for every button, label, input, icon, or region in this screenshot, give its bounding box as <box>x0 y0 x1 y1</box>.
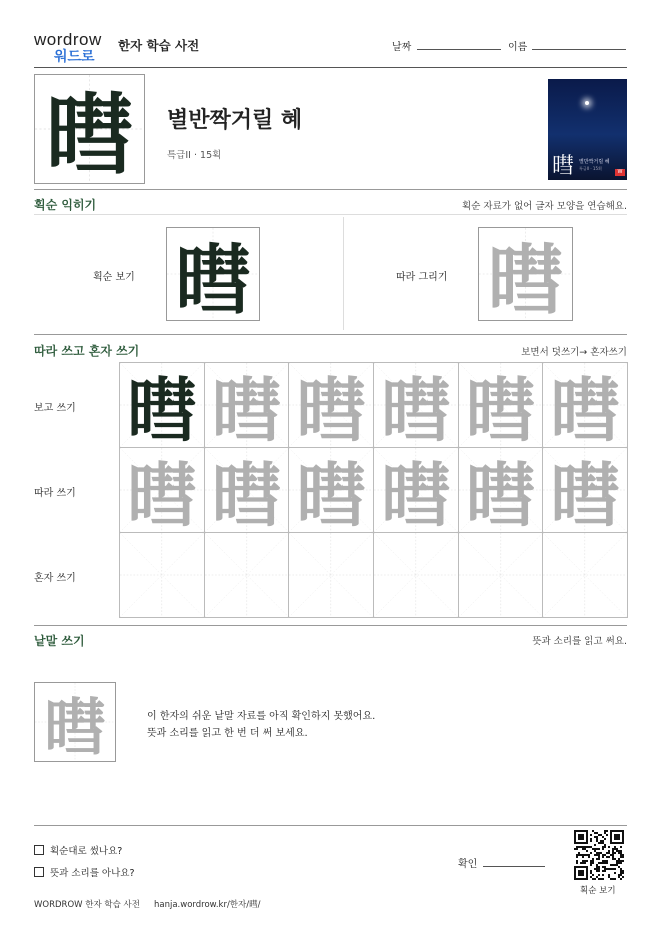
footer-url[interactable]: hanja.wordrow.kr/한자/暳/ <box>154 900 261 910</box>
practice-cell[interactable] <box>204 447 290 533</box>
practice-cell[interactable] <box>458 447 544 533</box>
thumb-sub: 특급II · 15획 <box>579 166 602 171</box>
practice-grid <box>119 362 627 617</box>
practice-section-title: 따라 쓰고 혼자 쓰기 <box>34 344 140 358</box>
trace-character: 暳 <box>296 453 367 533</box>
name-field[interactable] <box>532 49 626 50</box>
trace-character: 暳 <box>465 368 536 448</box>
confirm-label: 확인 <box>458 859 478 870</box>
practice-cell[interactable] <box>119 447 205 533</box>
stroke-view-box[interactable] <box>166 227 260 321</box>
qr-code-icon[interactable] <box>574 830 624 880</box>
practice-cell[interactable] <box>119 362 205 448</box>
logo-wordrow: wordrow <box>34 30 102 49</box>
trace-character: 暳 <box>380 368 451 448</box>
stroke-view-label: 획순 보기 <box>93 272 135 283</box>
stroke-view-character: 暳 <box>175 235 251 321</box>
stroke-trace-character: 暳 <box>487 235 564 321</box>
header-divider <box>34 67 627 68</box>
hero-thumbnail <box>548 79 627 180</box>
practice-cell[interactable] <box>373 447 459 533</box>
confirm-field[interactable] <box>483 866 545 867</box>
practice-cell[interactable] <box>288 532 374 618</box>
hero-meta: 특급II · 15획 <box>167 150 222 161</box>
qr-caption: 획순 보기 <box>580 886 616 896</box>
practice-cell[interactable] <box>542 532 628 618</box>
practice-cell[interactable] <box>542 447 628 533</box>
practice-cell[interactable] <box>288 447 374 533</box>
trace-character: 暳 <box>380 453 451 533</box>
logo <box>34 30 114 64</box>
checkbox[interactable] <box>34 867 44 877</box>
star-icon <box>585 101 589 105</box>
footer-divider <box>34 825 627 826</box>
stroke-section-title: 획순 익히기 <box>34 198 97 212</box>
stroke-section-divider <box>34 334 627 335</box>
date-field[interactable] <box>417 49 501 50</box>
practice-section-note: 보면서 덧쓰기→ 혼자쓰기 <box>521 347 627 358</box>
trace-character: 暳 <box>211 453 282 533</box>
header-title: 한자 학습 사전 <box>118 38 200 53</box>
date-label: 날짜 <box>392 42 412 53</box>
hero-character-box <box>34 74 145 184</box>
practice-row-label: 보고 쓰기 <box>34 403 76 414</box>
word-section-title: 낱말 쓰기 <box>34 634 85 648</box>
check-item-2[interactable] <box>34 865 135 879</box>
check-label: 획순대로 썼나요? <box>50 846 123 857</box>
practice-cell[interactable] <box>204 362 290 448</box>
word-character-box[interactable] <box>34 682 116 762</box>
stroke-split-divider <box>343 217 344 330</box>
trace-character: 暳 <box>550 453 621 533</box>
practice-cell[interactable] <box>119 532 205 618</box>
hero-strokes: 15획 <box>200 150 222 161</box>
footer-brand: WORDROW 한자 학습 사전 <box>34 900 140 910</box>
trace-character: 暳 <box>211 368 282 448</box>
check-label: 뜻과 소리를 아나요? <box>50 868 135 879</box>
trace-character: 暳 <box>465 453 536 533</box>
practice-cell[interactable] <box>458 532 544 618</box>
stroke-trace-box[interactable] <box>478 227 573 321</box>
hero-level: 특급II <box>167 150 191 161</box>
trace-character: 暳 <box>296 368 367 448</box>
word-section-note: 뜻과 소리를 읽고 써요. <box>532 636 627 647</box>
thumb-badge: W <box>615 169 625 176</box>
hero-character: 暳 <box>45 83 134 184</box>
practice-cell[interactable] <box>373 362 459 448</box>
thumb-meaning: 별반짝거릴 혜 <box>579 159 610 165</box>
trace-character: 暳 <box>550 368 621 448</box>
logo-korean: 워드로 <box>54 49 95 65</box>
thumb-character: 暳 <box>552 154 575 179</box>
practice-cell[interactable] <box>542 362 628 448</box>
word-message-1: 이 한자의 쉬운 낱말 자료를 아직 확인하지 못했어요. <box>147 711 376 722</box>
practice-cell[interactable] <box>288 362 374 448</box>
name-label: 이름 <box>508 42 528 53</box>
practice-row-label: 혼자 쓰기 <box>34 573 76 584</box>
practice-section-divider <box>34 625 627 626</box>
practice-row-label: 따라 쓰기 <box>34 488 76 499</box>
word-message-2: 뜻과 소리를 읽고 한 번 더 써 보세요. <box>147 728 308 739</box>
model-character: 暳 <box>126 368 197 448</box>
practice-cell[interactable] <box>373 532 459 618</box>
stroke-trace-label: 따라 그리기 <box>396 272 448 283</box>
check-item-1[interactable] <box>34 843 122 857</box>
practice-cell[interactable] <box>458 362 544 448</box>
hero-meaning: 별반짝거릴 혜 <box>167 108 303 133</box>
checkbox[interactable] <box>34 845 44 855</box>
hero-divider <box>34 189 627 190</box>
practice-cell[interactable] <box>204 532 290 618</box>
trace-character: 暳 <box>126 453 197 533</box>
stroke-section-note: 획순 자료가 없어 글자 모양을 연습해요. <box>462 201 627 212</box>
stroke-title-divider <box>34 214 627 215</box>
word-trace-character: 暳 <box>43 690 106 762</box>
